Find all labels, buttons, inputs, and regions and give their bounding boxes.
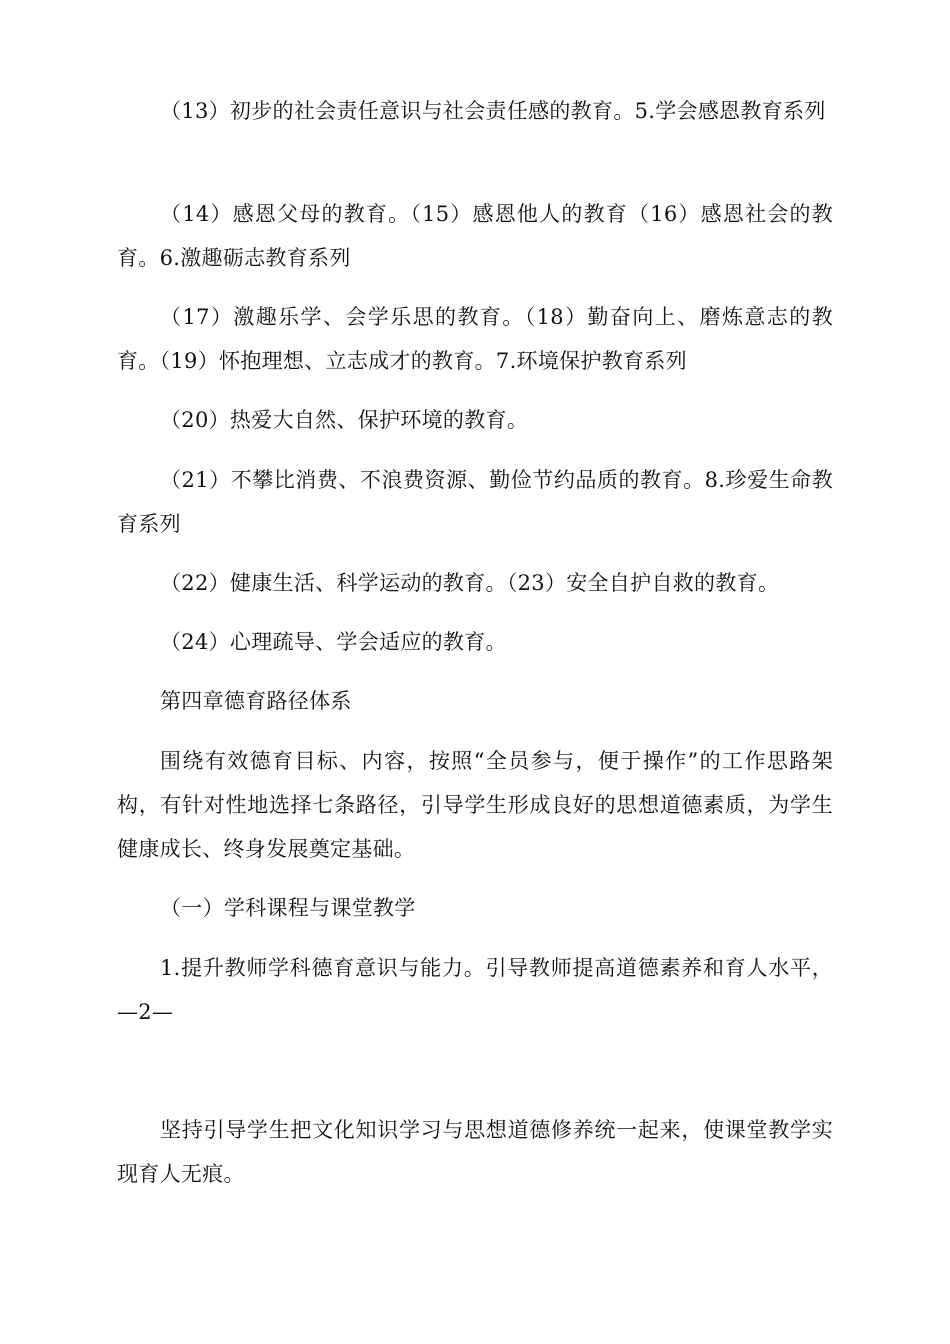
paragraph-1: （13）初步的社会责任意识与社会责任感的教育。5.学会感恩教育系列	[160, 99, 826, 123]
paragraph-6: （22）健康生活、科学运动的教育。（23）安全自护自救的教育。	[160, 571, 780, 595]
paragraph-7: （24）心理疏导、学会适应的教育。	[160, 630, 507, 654]
chapter-heading: 第四章德育路径体系	[160, 689, 352, 713]
section-heading: （一）学科课程与课堂教学	[160, 896, 416, 920]
paragraph-12: 坚持引导学生把文化知识学习与思想道德修养统一起来，使课堂教学实现育人无痕。	[117, 1118, 833, 1186]
paragraph-3: （17）激趣乐学、会学乐思的教育。（18）勤奋向上、磨炼意志的教育。（19）怀抱理想、立志成才的教育。7.环境保护教育系列	[117, 305, 833, 373]
paragraph-11: 1.提升教师学科德育意识与能力。引导教师提高道德素养和育人水平，—2—	[117, 956, 833, 1024]
paragraph-9: 围绕有效德育目标、内容，按照“全员参与，便于操作”的工作思路架构，有针对性地选择七条路径，引导学生形成良好的思想道德素质，为学生健康成长、终身发展奠定基础。	[117, 749, 833, 861]
paragraph-4: （20）热爱大自然、保护环境的教育。	[160, 408, 529, 432]
paragraph-5: （21）不攀比消费、不浪费资源、勤俭节约品质的教育。8.珍爱生命教育系列	[117, 468, 833, 536]
paragraph-2: （14）感恩父母的教育。（15）感恩他人的教育（16）感恩社会的教育。6.激趣砺志教育系列	[117, 202, 833, 270]
